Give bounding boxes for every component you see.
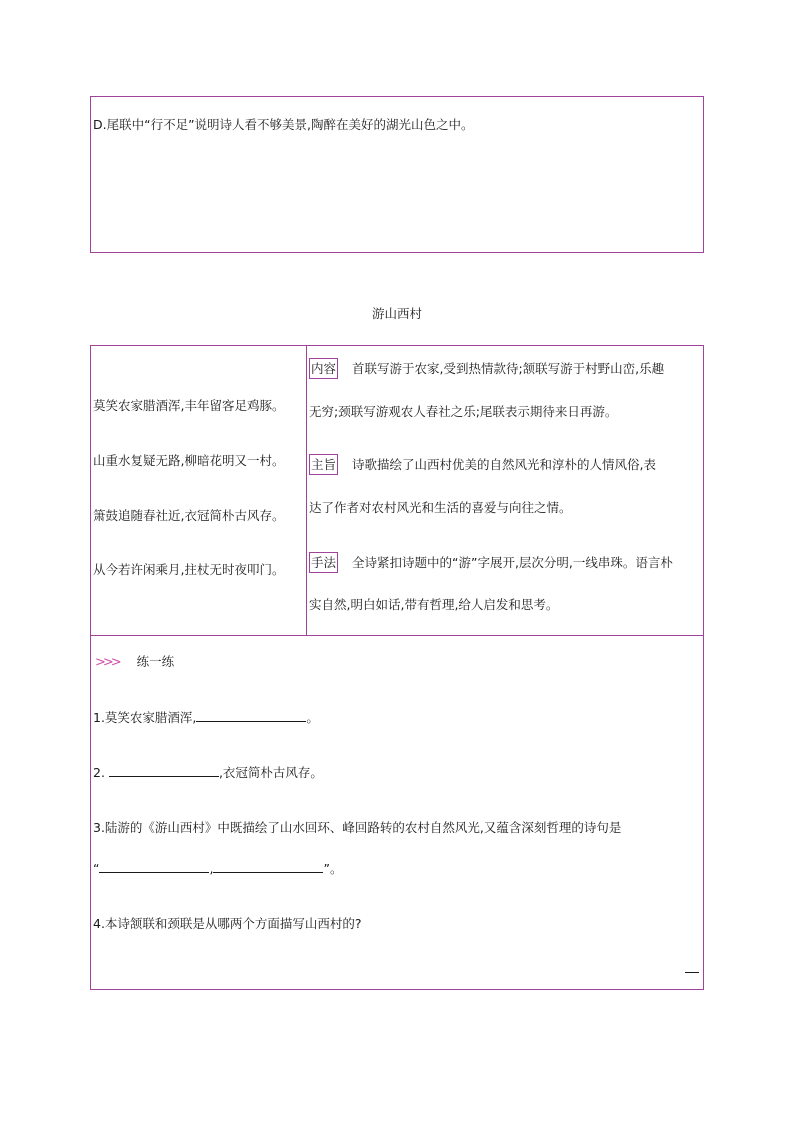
content-text-2: 无穷;颈联写游观农人春社之乐;尾联表示期待来日再游。: [309, 404, 618, 419]
poem-line-2: 山重水复疑无路,柳暗花明又一村。: [93, 453, 285, 468]
question-4: 4.本诗颔联和颈联是从哪两个方面描写山西村的?: [93, 916, 362, 931]
option-d-box: [90, 96, 704, 253]
question-2: [93, 763, 323, 781]
question-3: 3.陆游的《游山西村》中既描绘了山水回环、峰回路转的农村自然风光,又蕴含深刻哲理的诗句是: [93, 820, 622, 835]
question-1-prefix: 1.莫笑农家腊酒浑,: [93, 710, 197, 725]
question-3-answer: [93, 859, 342, 877]
theme-row-1: [309, 454, 701, 475]
answer-blank[interactable]: [213, 860, 323, 873]
method-row-1: [309, 552, 701, 573]
method-text-1: 全诗紧扣诗题中的“游”字展开,层次分明,一线串珠。语言朴: [352, 555, 673, 570]
option-d-text: D.尾联中“行不足”说明诗人看不够美景,陶醉在美好的湖光山色之中。: [93, 117, 474, 132]
practice-heading: [95, 652, 174, 670]
row-divider: [91, 635, 703, 636]
theme-text-2: 达了作者对农村风光和生活的喜爱与向往之情。: [309, 500, 572, 515]
column-divider: [306, 346, 307, 635]
answer-blank[interactable]: [109, 764, 219, 777]
question-1-suffix: 。: [306, 710, 319, 725]
poem-table: [90, 345, 704, 990]
theme-text-1: 诗歌描绘了山西村优美的自然风光和淳朴的人情风俗,表: [352, 457, 656, 472]
method-tag: 手法: [309, 552, 338, 573]
answer-line[interactable]: [685, 972, 699, 973]
question-1: [93, 708, 319, 726]
comma: ,: [209, 861, 214, 876]
poem-title: 游山西村: [371, 306, 422, 321]
content-tag: 内容: [309, 358, 338, 379]
poem-line-1: 莫笑农家腊酒浑,丰年留客足鸡豚。: [93, 398, 285, 413]
poem-line-4: 从今若许闲乘月,拄杖无时夜叩门。: [93, 562, 285, 577]
open-quote: “: [93, 861, 100, 876]
close-quote: ”。: [323, 861, 343, 876]
content-text-1: 首联写游于农家,受到热情款待;颔联写游于村野山峦,乐趣: [352, 361, 665, 376]
triple-chevron-icon: >>>: [95, 655, 119, 670]
theme-tag: 主旨: [309, 454, 338, 475]
method-text-2: 实自然,明白如话,带有哲理,给人启发和思考。: [309, 597, 559, 612]
answer-blank[interactable]: [196, 709, 306, 722]
practice-heading-label: 练一练: [136, 654, 175, 669]
answer-blank[interactable]: [99, 860, 209, 873]
question-2-suffix: ,衣冠简朴古风存。: [218, 765, 323, 780]
content-row-1: [309, 358, 701, 379]
question-2-prefix: 2.: [93, 765, 105, 780]
poem-line-3: 箫鼓追随春社近,衣冠简朴古风存。: [93, 508, 285, 523]
